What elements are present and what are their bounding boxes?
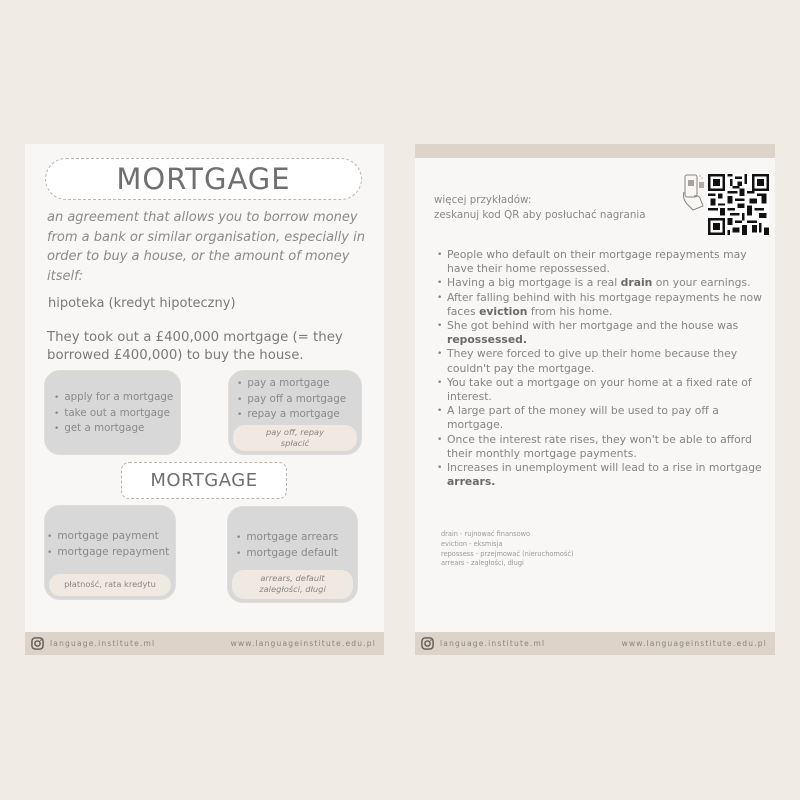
list-item: • apply for a mortgage [54, 390, 173, 406]
definition: an agreement that allows you to borrow money from a bank or similar organisation, especially in order to buy a house, or the amount of money itself: [47, 210, 365, 284]
list-item: • Having a big mortgage is a real drain on your earnings. [437, 276, 767, 290]
list-item: • mortgage payment [47, 529, 169, 545]
example-list [437, 248, 767, 489]
instagram-link[interactable] [31, 637, 155, 650]
glossary-item: repossess - przejmować (nieruchomość) [441, 549, 574, 558]
collocation-list [47, 529, 169, 560]
note-line: zaległości, długi [259, 584, 326, 594]
qr-code-icon[interactable] [708, 174, 769, 235]
right-card [415, 144, 775, 655]
footer [415, 632, 775, 655]
list-item: • mortgage arrears [236, 530, 338, 546]
website-link[interactable]: www.languageinstitute.edu.pl [230, 639, 376, 648]
list-item: • People who default on their mortgage repayments may have their home repossessed. [437, 248, 767, 276]
list-item: • She got behind with her mortgage and the house was repossessed. [437, 319, 767, 347]
translation: hipoteka (kredyt hipoteczny) [48, 296, 236, 311]
translation-note [232, 570, 353, 599]
list-item: • You take out a mortgage on your home at a fixed rate of interest. [437, 376, 767, 404]
collocation-list [236, 530, 338, 561]
list-item: • A large part of the money will be used to pay off a mortgage. [437, 404, 767, 432]
instagram-icon [31, 637, 44, 650]
qr-intro-line: więcej przykładów: [434, 194, 532, 206]
glossary-item: drain - rujnować finansowo [441, 530, 531, 538]
header-band [415, 144, 775, 158]
list-item: • After falling behind with his mortgage repayments he now faces eviction from his home. [437, 291, 767, 319]
example-sentence: They took out a £400,000 mortgage (= they borrowed £400,000) to buy the house. [47, 330, 343, 363]
glossary-item: eviction - eksmisja [441, 539, 503, 548]
list-item: • mortgage repayment [47, 545, 169, 561]
instagram-link[interactable] [421, 637, 545, 650]
qr-intro-line: zeskanuj kod QR aby posłuchać nagrania [434, 208, 646, 221]
qr-intro [434, 193, 646, 222]
page-title: MORTGAGE [45, 158, 362, 200]
phone-scan-icon [682, 172, 706, 212]
collocation-list [54, 390, 173, 437]
list-item: • repay a mortgage [237, 407, 346, 423]
instagram-icon [421, 637, 434, 650]
collocation-box-pay [228, 370, 362, 455]
list-item: • Increases in unemployment will lead to a rise in mortgage arrears. [437, 461, 767, 489]
section-title: MORTGAGE [121, 462, 287, 499]
note-line: pay off, repay [265, 427, 324, 437]
glossary [441, 530, 574, 569]
note-line: płatność, rata kredytu [64, 579, 156, 589]
list-item: • pay off a mortgage [237, 392, 346, 408]
collocation-box-arrears [227, 506, 358, 603]
instagram-handle: language.institute.ml [440, 639, 546, 648]
glossary-item: arrears - zaległości, długi [441, 559, 524, 568]
footer [25, 632, 384, 655]
list-item: • get a mortgage [54, 421, 173, 437]
collocation-list [237, 376, 346, 423]
collocation-box-payment [44, 505, 176, 600]
translation-note [49, 574, 171, 596]
translation-note [233, 425, 357, 451]
note-line: spłacić [280, 438, 310, 448]
list-item: • pay a mortgage [237, 376, 346, 392]
collocation-box-get [44, 370, 181, 455]
list-item: • take out a mortgage [54, 406, 173, 422]
list-item: • mortgage default [236, 546, 338, 562]
note-line: arrears, default [260, 573, 325, 583]
website-link[interactable]: www.languageinstitute.edu.pl [621, 639, 767, 648]
list-item: • They were forced to give up their home because they couldn't pay the mortgage. [437, 347, 767, 375]
left-card [25, 144, 384, 655]
instagram-handle: language.institute.ml [50, 639, 156, 648]
list-item: • Once the interest rate rises, they won't be able to afford their monthly mortgage payments. [437, 433, 767, 461]
